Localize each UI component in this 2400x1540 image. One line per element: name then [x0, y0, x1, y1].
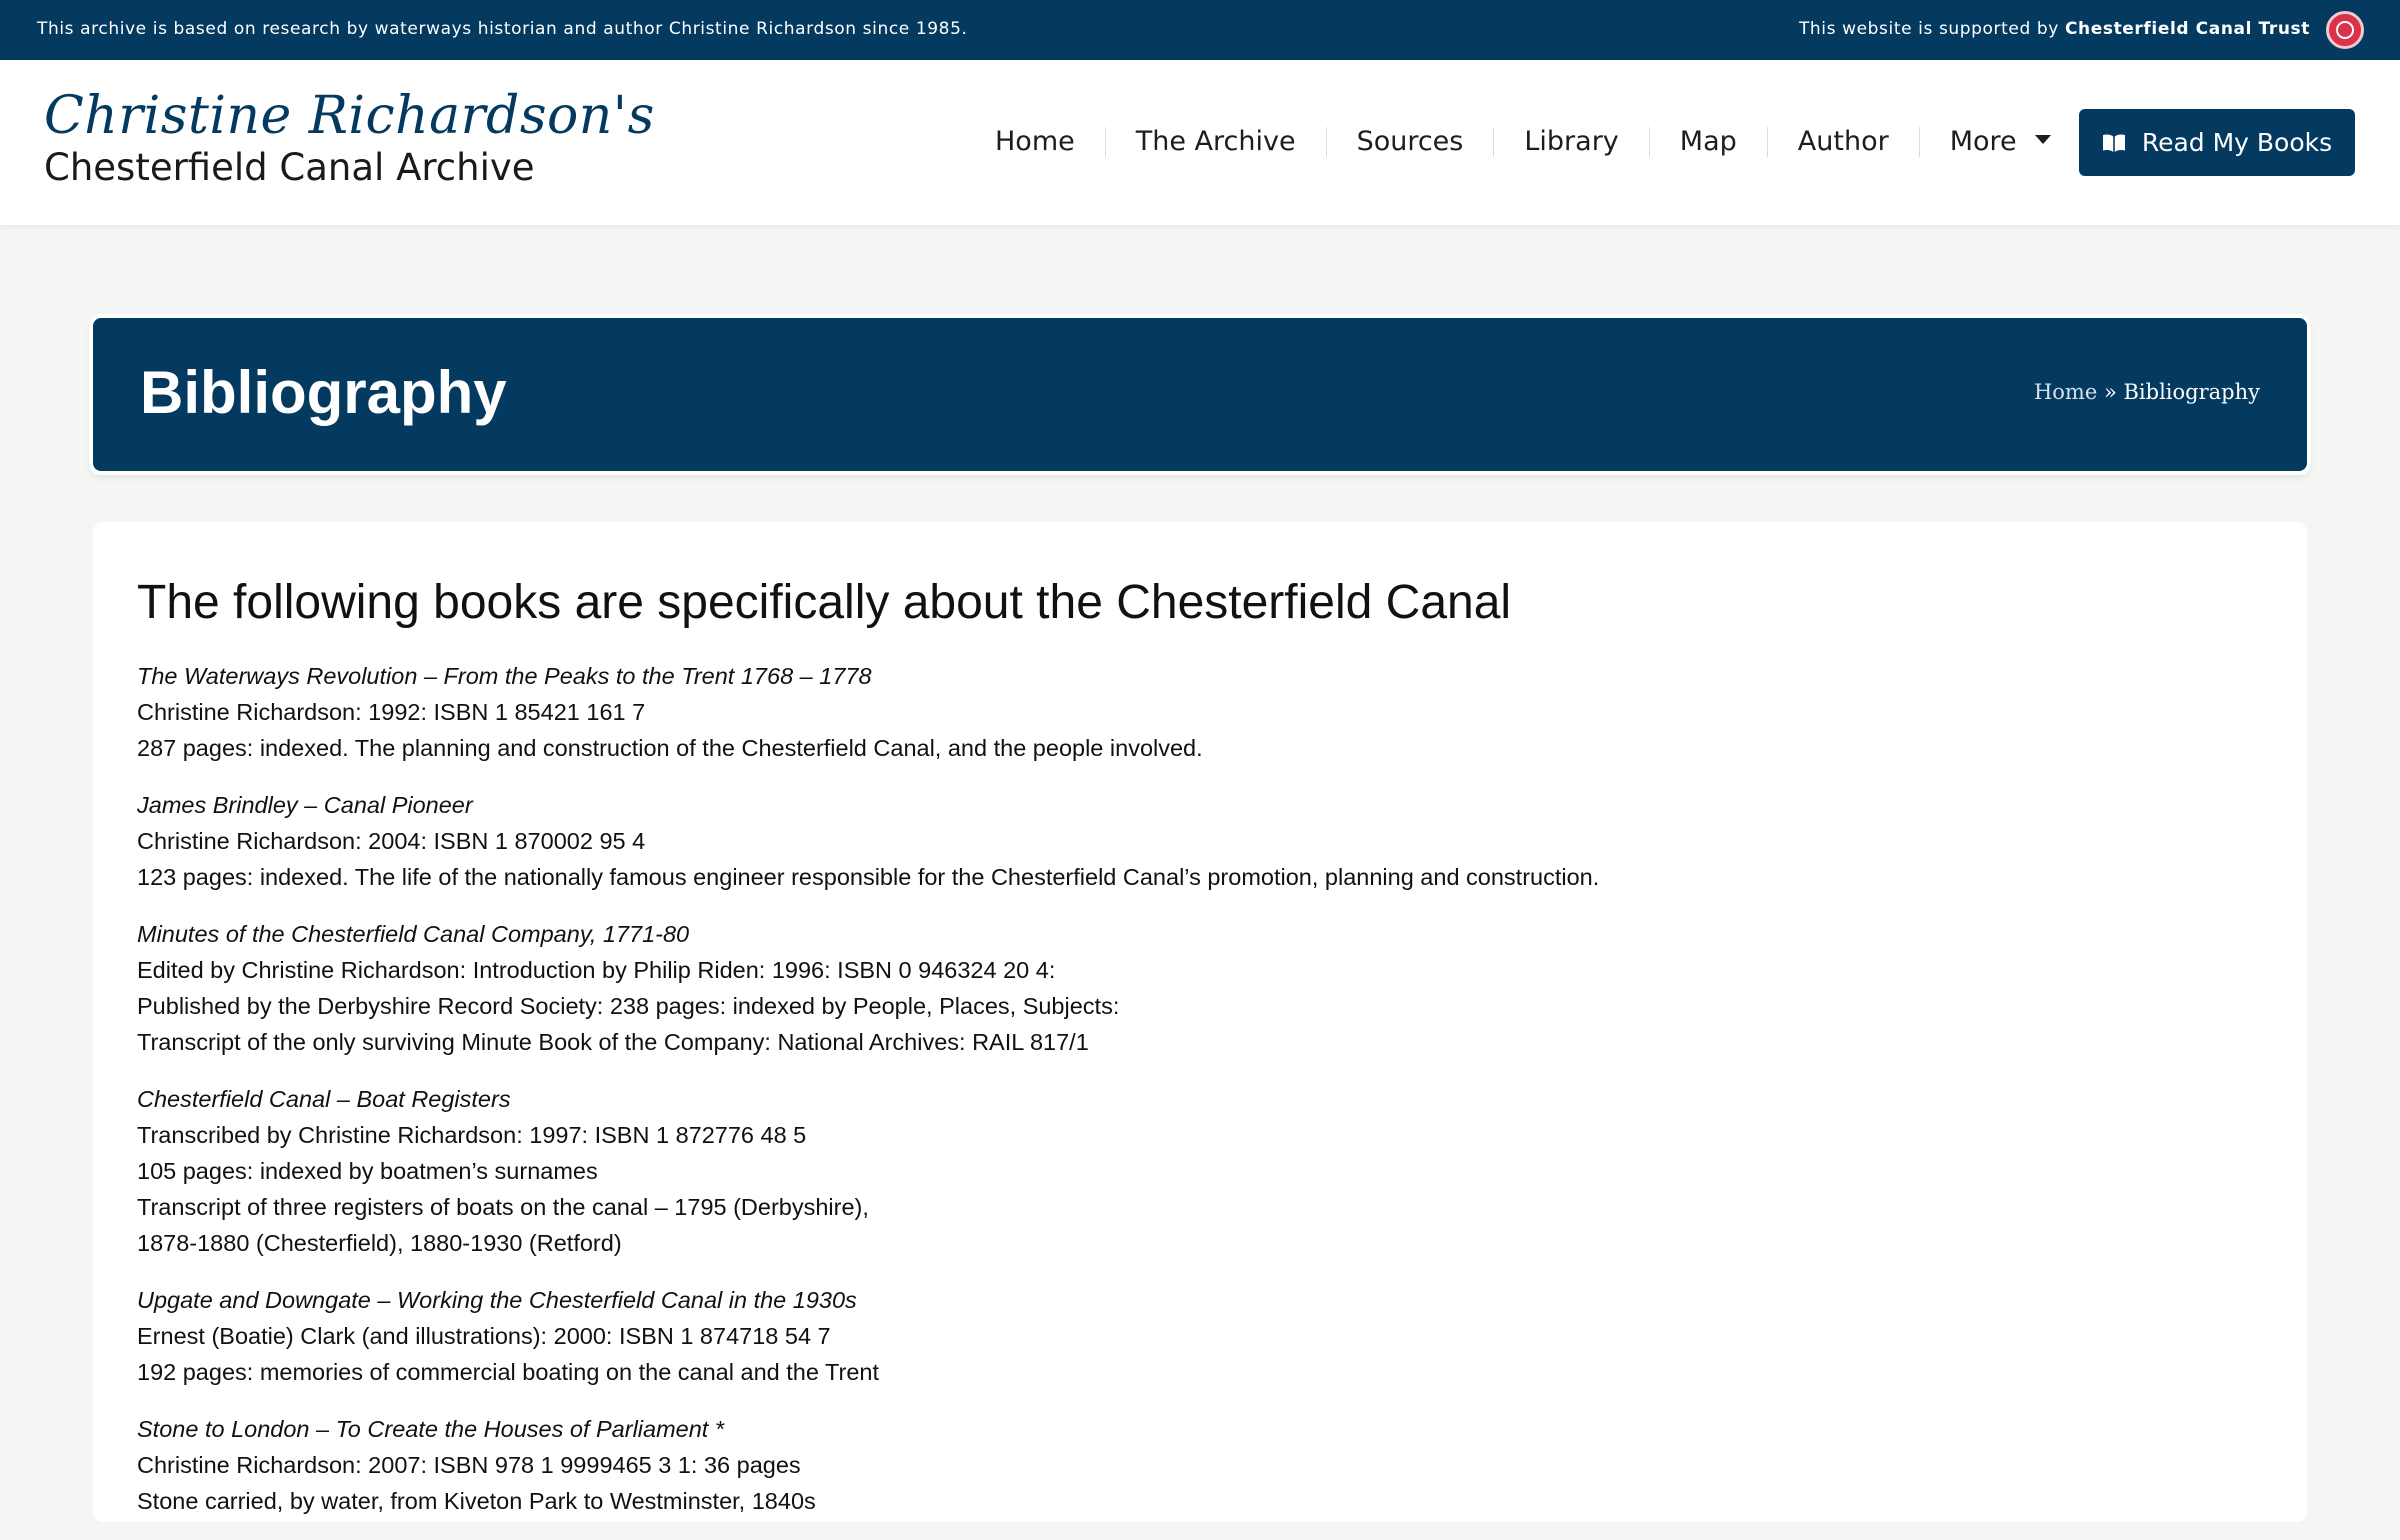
content-card — [93, 522, 2307, 1522]
book-title: Upgate and Downgate – Working the Chesterfield Canal in the 1930s — [137, 1287, 857, 1313]
book-list — [137, 658, 2237, 1540]
book-detail: Christine Richardson: 2004: ISBN 1 870002 95 4 — [137, 828, 646, 854]
book-detail: 192 pages: memories of commercial boating on the canal and the Trent — [137, 1359, 879, 1385]
breadcrumb-separator: » — [2103, 380, 2117, 404]
supporter-link[interactable]: Chesterfield Canal Trust — [2064, 19, 2310, 39]
read-my-books-label: Read My Books — [2141, 128, 2333, 157]
book-detail: Published by the Derbyshire Record Society: 238 pages: indexed by People, Places, Subjects: — [137, 993, 1120, 1019]
book-entry — [137, 916, 2237, 1060]
nav-more-label: More — [1949, 126, 2017, 157]
book-detail: Christine Richardson: 1992: ISBN 1 85421 161 7 — [137, 699, 646, 725]
breadcrumb-current: Bibliography — [2123, 380, 2260, 404]
chevron-down-icon — [2035, 135, 2051, 144]
book-detail: Transcript of three registers of boats on the canal – 1795 (Derbyshire), — [137, 1194, 869, 1220]
book-detail: Edited by Christine Richardson: Introduction by Philip Riden: 1996: ISBN 0 946324 20 4: — [137, 957, 1056, 983]
nav-library[interactable]: Library — [1493, 127, 1648, 157]
nav-home[interactable]: Home — [995, 126, 1075, 157]
nav-more[interactable] — [1919, 127, 2081, 157]
book-detail: 287 pages: indexed. The planning and construction of the Chesterfield Canal, and the people involved. — [137, 735, 1203, 761]
section-heading: The following books are specifically about the Chesterfield Canal — [137, 576, 1512, 629]
book-entry — [137, 1282, 2237, 1390]
book-title: Stone to London – To Create the Houses of Parliament * — [137, 1416, 725, 1442]
supporter-text — [1799, 19, 2310, 39]
site-logo-script[interactable]: Christine Richardson's — [44, 86, 655, 146]
book-title: Chesterfield Canal – Boat Registers — [137, 1086, 511, 1112]
book-title: The Waterways Revolution – From the Peaks to the Trent 1768 – 1778 — [137, 663, 872, 689]
book-entry — [137, 1411, 2237, 1519]
top-announcement-bar — [0, 0, 2400, 60]
trust-logo-icon[interactable] — [2326, 11, 2364, 49]
book-detail: Transcript of the only surviving Minute Book of the Company: National Archives: RAIL 817/1 — [137, 1029, 1089, 1055]
nav-the-archive[interactable]: The Archive — [1105, 127, 1326, 157]
main-nav — [965, 120, 2081, 164]
book-detail: 1878-1880 (Chesterfield), 1880-1930 (Retford) — [137, 1230, 622, 1256]
book-entry — [137, 1081, 2237, 1261]
book-detail: Stone carried, by water, from Kiveton Park to Westminster, 1840s — [137, 1488, 816, 1514]
book-title: James Brindley – Canal Pioneer — [137, 792, 473, 818]
book-detail: 105 pages: indexed by boatmen’s surnames — [137, 1158, 598, 1184]
site-header — [0, 60, 2400, 225]
nav-sources[interactable]: Sources — [1326, 127, 1494, 157]
page-title: Bibliography — [140, 359, 507, 426]
nav-author[interactable]: Author — [1767, 127, 1919, 157]
open-book-icon — [2102, 133, 2126, 153]
book-title: Minutes of the Chesterfield Canal Company, 1771-80 — [137, 921, 690, 947]
book-detail: Ernest (Boatie) Clark (and illustrations): 2000: ISBN 1 874718 54 7 — [137, 1323, 831, 1349]
archive-info-text: This archive is based on research by waterways historian and author Christine Richardson since 1985. — [37, 19, 968, 39]
book-detail: Christine Richardson: 2007: ISBN 978 1 9999465 3 1: 36 pages — [137, 1452, 801, 1478]
book-entry — [137, 787, 2237, 895]
breadcrumb-home[interactable]: Home — [2033, 380, 2098, 404]
breadcrumb — [2034, 380, 2260, 404]
book-entry — [137, 658, 2237, 766]
supporter-prefix: This website is supported by — [1798, 19, 2059, 39]
book-detail: 123 pages: indexed. The life of the nationally famous engineer responsible for the Chesterfield Canal’s promotion, planning and construction. — [137, 864, 1600, 890]
page-title-banner — [93, 318, 2307, 471]
nav-map[interactable]: Map — [1649, 127, 1767, 157]
site-logo-subtitle[interactable]: Chesterfield Canal Archive — [44, 146, 535, 189]
read-my-books-button[interactable] — [2079, 109, 2355, 176]
book-detail: Transcribed by Christine Richardson: 1997: ISBN 1 872776 48 5 — [137, 1122, 807, 1148]
